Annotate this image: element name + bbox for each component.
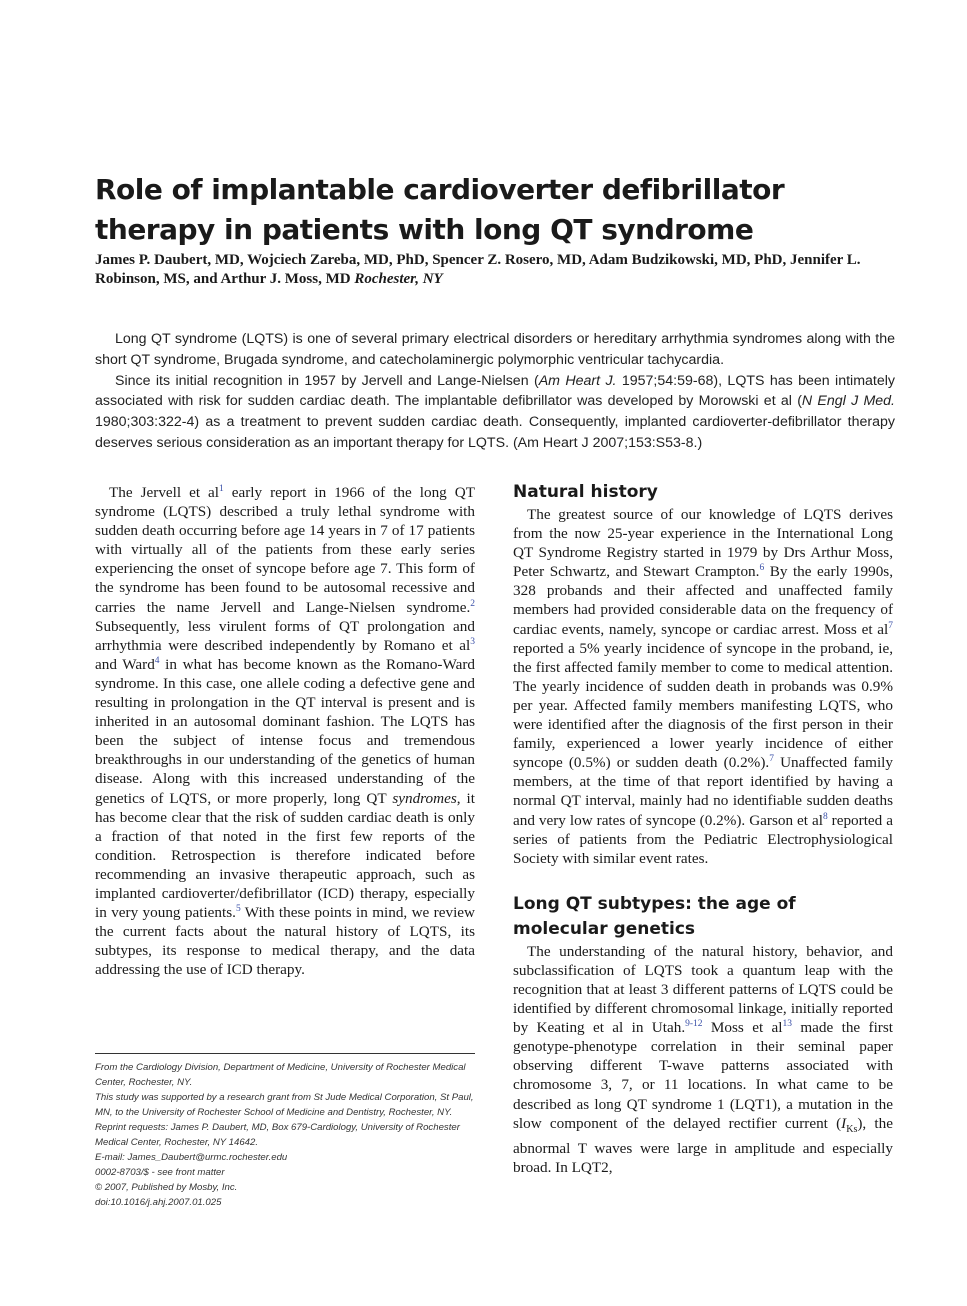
- reference-link[interactable]: 1: [219, 483, 224, 494]
- reprint-note: Reprint requests: James P. Daubert, MD, Box 679-Cardiology, University of Rochester Medical Center, Rochester, NY 14642.: [95, 1122, 460, 1148]
- footnotes: [95, 1053, 475, 1210]
- right-column: [513, 480, 893, 1177]
- section-heading-subtypes: Long QT subtypes: the age of molecular genetics: [513, 893, 796, 939]
- abstract-paragraph-1: Long QT syndrome (LQTS) is one of several primary electrical disorders or hereditary arrhythmia syndromes along with the short QT syndrome, Brugada syndrome, and catecholaminergic polymorphic ventricular tachycardia.: [95, 331, 895, 368]
- reference-link[interactable]: 7: [888, 620, 893, 631]
- reference-link[interactable]: 6: [759, 563, 765, 574]
- affiliation-note: From the Cardiology Division, Department of Medicine, University of Rochester Medical Center, Rochester, NY.: [95, 1062, 466, 1088]
- left-column: [95, 483, 475, 979]
- journal-citation: Am Heart J.: [538, 372, 617, 389]
- author-list: [95, 251, 905, 289]
- issn-note: 0002-8703/$ - see front matter: [95, 1167, 225, 1178]
- subtypes-paragraph: The understanding of the natural history, behavior, and subclassification of LQTS took a quantum leap with the recognition that at least 3 different patterns of LQTS could be identified by different chromosomal linkage, initially reported by Keating et al in Utah.$^{9-12}$ Moss et $al^{13}$ made the first genotype-phenotype correlation in their seminal paper observing different T-wave patterns associated with chromosome 3, 7, or 11 locations. In what came to be described as long QT syndrome 1 (LQT1), a mutation in the slow component of the delayed rectifier current $(I_{Ks})$, the abnormal T waves were large in amplitude and especially broad. In LQT2,: [513, 942, 893, 1176]
- reference-link[interactable]: 5: [235, 904, 241, 914]
- reference-link[interactable]: 2: [470, 598, 475, 609]
- article-title: Role of implantable cardioverter defibrillator therapy in patients with long QT syndrome: [95, 173, 785, 246]
- email-link[interactable]: E-mail: James_Daubert@urmc.rochester.edu: [95, 1152, 288, 1163]
- reference-link[interactable]: 13: [782, 1019, 792, 1030]
- natural-history-paragraph: The greatest source of our knowledge of LQTS derives from the now 25-year experience in the International Long QT Syndrome Registry started in 1979 by Drs Arthur Moss, Peter Schwartz, and Stewart Crampton.$^6$ By the early 1990s, 328 probands and their affected and unaffected family members had provided considerable data on the frequency of cardiac events, namely, syncope or cardiac arrest. Moss et $al^7$ reported a 5% yearly incidence of syncope in the proband, ie, the first affected family member to come to medical attention. The yearly incidence of sudden death in probands was 0.9% per year. Affected family members manifesting LQTS, who were identified after the diagnosis of the first person in their family, experienced a lower yearly incidence of either syncope (0.5%) or sudden death (0.2%).$^7$ Unaffected family members, at the time of that report identified by having a normal QT interval, mainly had no identifiable sudden deaths and very low rates of syncope (0.2%). Garson et $al^8$ reported a series of patients from the Pediatric Electrophysiological Society with similar event rates.: [513, 506, 894, 867]
- abstract-paragraph-2: Since its initial recognition in 1957 by Jervell and Lange-Nielsen (Am Heart J. 1957;54:59-68), LQTS has been intimately associated with risk for sudden cardiac death. The implantable defibrillator was developed by Morowski et al (N Engl J Med. 1980;303:322-4) as a treatment to prevent sudden cardiac death. Consequently, implanted cardioverter-defibrillator therapy deserves serious consideration as an important therapy for LQTS. (Am Heart J 2007;153:S53-8.): [95, 372, 895, 451]
- intro-paragraph: The Jervell et $al^1$ early report in 1966 of the long QT syndrome (LQTS) described a truly lethal syndrome with sudden death occurring before age 14 years in 7 of 17 patients with virtually all of the patients from these early series experiencing the onset of syncope before age 7. This form of the syndrome has been found to be autosomal recessive and carries the name Jervell and Lange-Nielsen syndrome.$^2$ Subsequently, less virulent forms of QT prolongation and arrhythmia were described independently by Romano et $al^3$ and Ward$^4$ in what has become known as the Romano-Ward syndrome. In this case, one allele coding a defective gene and resulting in prolongation in the QT interval is present and is inherited in an autosomal dominant fashion. The LQTS has been the subject of intense focus and tremendous breakthroughs in our understanding of the genetics of human disease. Along with this increased understanding of the genetics of LQTS, or more properly, long QT syndromes, it has become clear that the risk of sudden cardiac death is only a fraction of that noted in the first few reports of the condition. Retrospection is therefore indicated before recommending an invasive therapeutic approach, such as implanted cardioverter/defibrillator (ICD) therapy, especially in very young patients.$^5$ With these points in mind, we review the current facts about the natural history of LQTS, its subtypes, its response to medical therapy, and the data addressing the use of ICD therapy.: [95, 483, 475, 979]
- copyright-note: © 2007, Published by Mosby, Inc.: [95, 1182, 238, 1193]
- authors: James P. Daubert, MD, Wojciech Zareba, MD, PhD, Spencer Z. Rosero, MD, Adam Budzikowski, MD, PhD, Jennifer L. Robinson, MS, and Arthur J. Moss, MD: [95, 252, 861, 287]
- section-heading-natural-history: Natural history: [513, 482, 658, 502]
- journal-citation: N Engl J Med.: [801, 393, 895, 410]
- reference-link[interactable]: 7: [769, 754, 774, 765]
- doi-link[interactable]: doi:10.1016/j.ahj.2007.01.025: [95, 1197, 222, 1208]
- reference-link[interactable]: 3: [470, 636, 475, 647]
- reference-link[interactable]: 9-12: [685, 1019, 703, 1030]
- funding-note: This study was supported by a research grant from St Jude Medical Corporation, St Paul, MN, to the University of Rochester School of Medicine and Dentistry, Rochester, NY.: [95, 1092, 474, 1118]
- author-location: Rochester, NY: [354, 271, 443, 287]
- abstract: [95, 329, 895, 454]
- reference-link[interactable]: 8: [822, 811, 828, 822]
- reference-link[interactable]: 4: [154, 655, 160, 666]
